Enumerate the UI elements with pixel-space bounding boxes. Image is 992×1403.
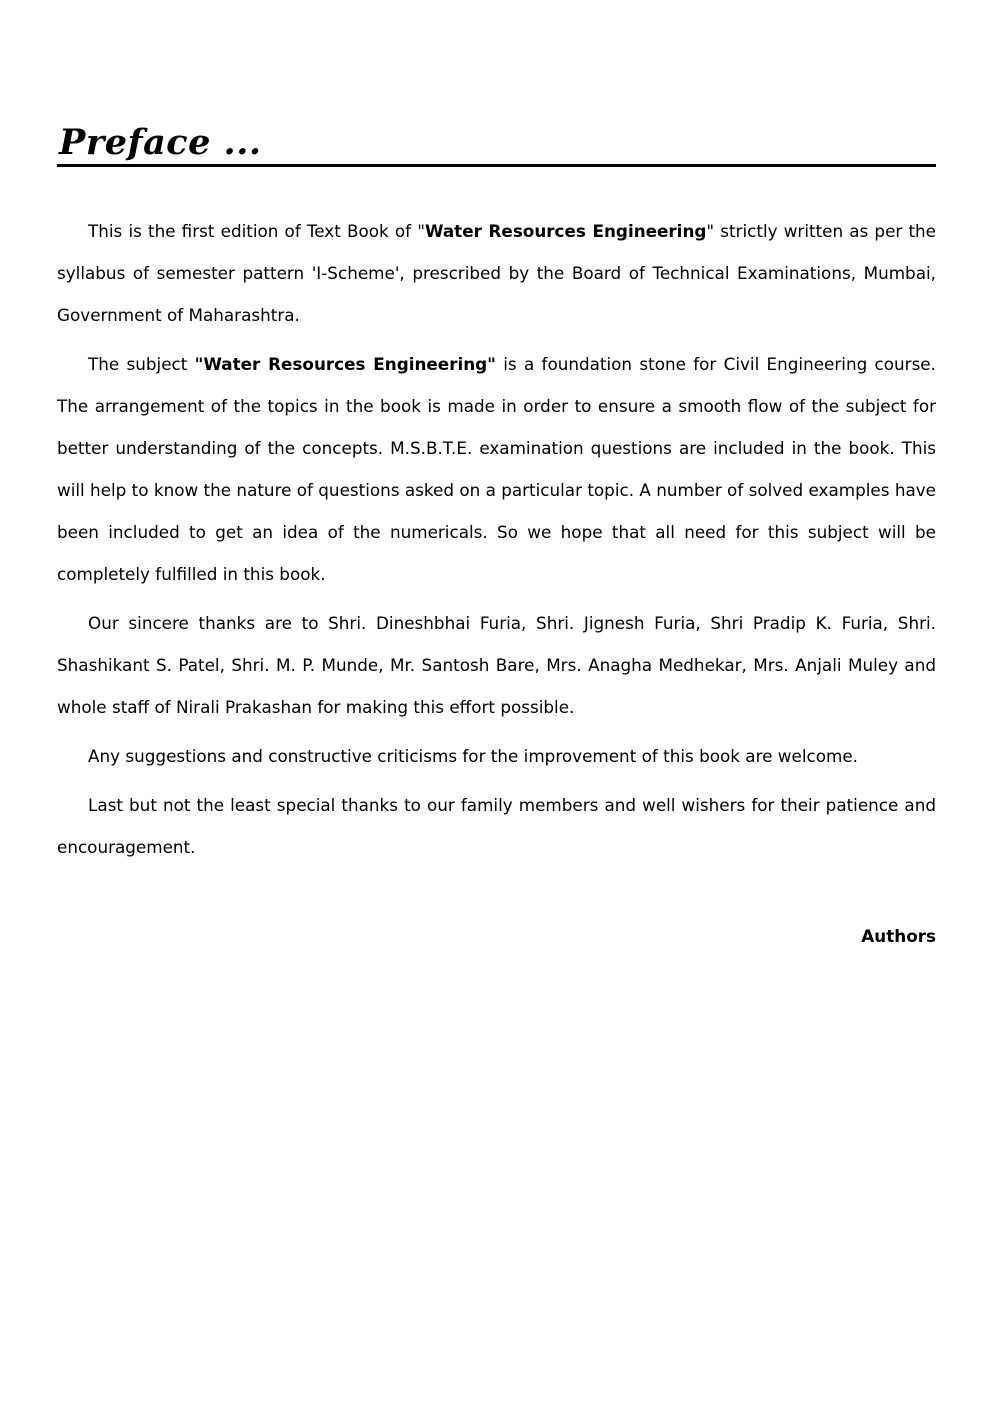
paragraph-text: Any suggestions and constructive criticisms for the improvement of this book are welcome.	[88, 746, 858, 766]
paragraph-family-thanks	[57, 784, 936, 868]
page-title: Preface ...	[59, 122, 262, 163]
paragraph-text: Our sincere thanks are to Shri. Dineshbhai Furia, Shri. Jignesh Furia, Shri Pradip K. Furia, Shri. Shashikant S. Patel, Shri. M. P. Munde, Mr. Santosh Bare, Mrs. Anagha Medhekar, Mrs. Anjali Muley and whole staff of Nirali Prakashan for making this effort possible.	[57, 613, 936, 717]
paragraph-edition	[57, 210, 936, 336]
book-title-emphasis: Water Resources Engineering	[424, 221, 707, 241]
preface-body	[57, 210, 936, 875]
paragraph-suggestions	[57, 735, 936, 777]
paragraph-subject	[57, 343, 936, 595]
title-underline	[57, 164, 936, 167]
document-page	[57, 0, 936, 1403]
paragraph-thanks	[57, 602, 936, 728]
authors-signature: Authors	[861, 926, 936, 946]
paragraph-text: This is the first edition of Text Book of "	[88, 221, 425, 241]
paragraph-text: The subject	[88, 354, 195, 374]
paragraph-text: Last but not the least special thanks to our family members and well wishers for their patience and encouragement.	[57, 795, 936, 857]
book-title-emphasis: "Water Resources Engineering"	[194, 354, 496, 374]
paragraph-text: is a foundation stone for Civil Engineering course. The arrangement of the topics in the book is made in order to ensure a smooth flow of the subject for better understanding of the concepts. M.S.B.T.E. examination questions are included in the book. This will help to know the nature of questions asked on a particular topic. A number of solved examples have been included to get an idea of the numericals. So we hope that all need for this subject will be completely fulfilled in this book.	[57, 354, 936, 584]
paragraph-text: " strictly written as per the syllabus of semester pattern 'I-Scheme', prescribed by the Board of Technical Examinations, Mumbai, Government of Maharashtra.	[57, 221, 937, 325]
